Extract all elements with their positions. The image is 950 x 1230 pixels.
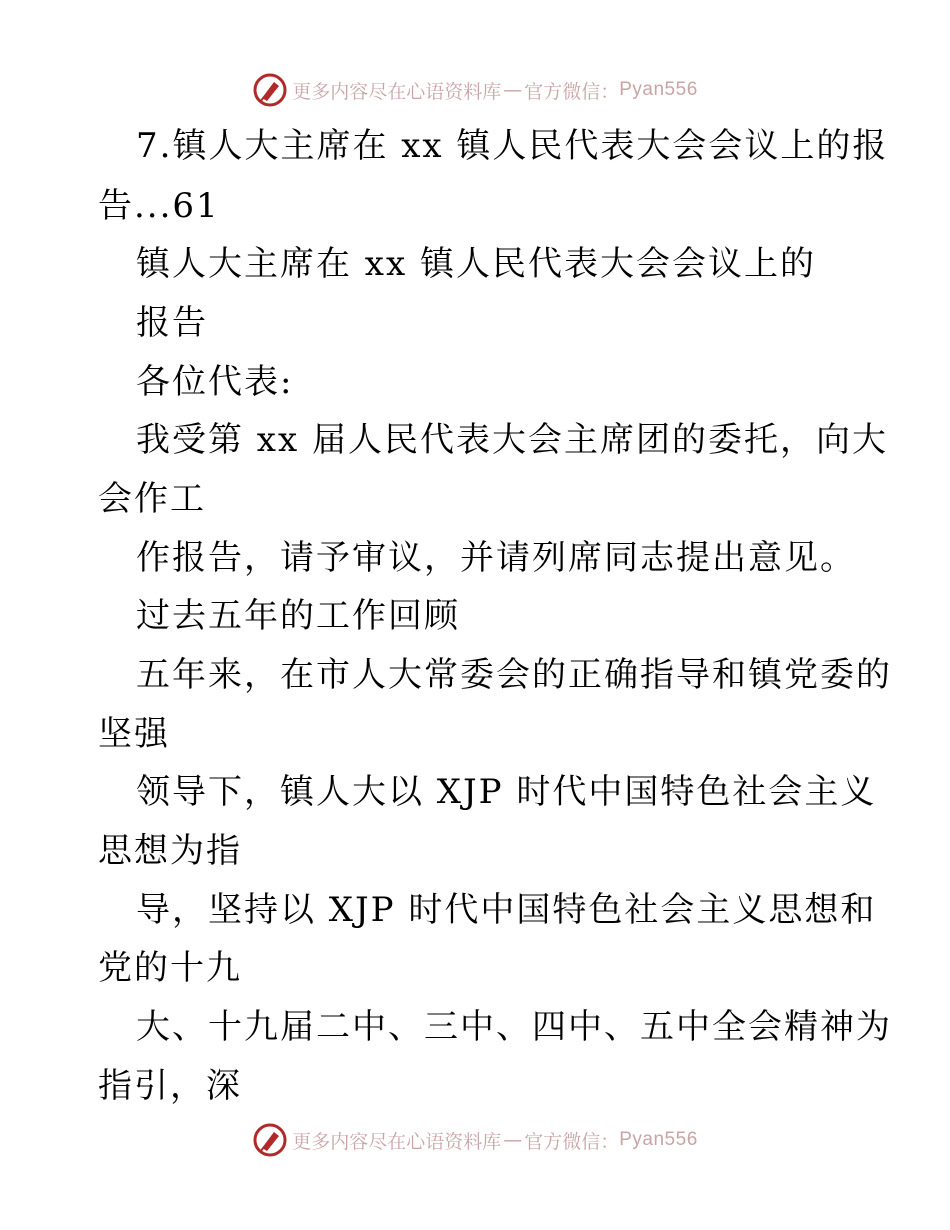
watermark-wechat-id: Pyan556: [619, 79, 698, 100]
body-line: 作报告，请予审议，并请列席同志提出意见。: [136, 538, 856, 578]
header-watermark: [0, 70, 950, 110]
document-title-line: 镇人大主席在 xx 镇人民代表大会会议上的: [136, 244, 816, 284]
document-title-continuation: 报告: [136, 303, 208, 343]
watermark-text: 更多内容尽在心语资料库: [292, 1130, 502, 1153]
body-line: 五年来，在市人大常委会的正确指导和镇党委的: [136, 655, 892, 695]
body-line: 导，坚持以 XJP 时代中国特色社会主义思想和: [136, 890, 877, 930]
footer-watermark: [0, 1120, 950, 1160]
body-line: 大、十九届二中、三中、四中、五中全会精神为: [136, 1007, 892, 1047]
body-line: 会作工: [98, 479, 206, 519]
watermark-wechat-id: Pyan556: [619, 1129, 698, 1150]
fountain-pen-seal-icon: [252, 72, 288, 108]
body-line: 我受第 xx 届人民代表大会主席团的委托，向大: [136, 420, 888, 460]
body-line: 领导下，镇人大以 XJP 时代中国特色社会主义: [136, 772, 877, 812]
body-line: 思想为指: [98, 831, 242, 871]
watermark-separator: —: [503, 1129, 523, 1151]
salutation: 各位代表:: [136, 362, 294, 402]
toc-entry-continuation: 告...61: [98, 186, 220, 226]
watermark-separator: —: [503, 79, 523, 101]
fountain-pen-seal-icon: [252, 1122, 288, 1158]
watermark-label: 官方微信：: [524, 80, 620, 103]
watermark-label: 官方微信：: [524, 1130, 620, 1153]
body-line: 坚强: [98, 714, 170, 754]
toc-entry-line: 7.镇人大主席在 xx 镇人民代表大会会议上的报: [136, 126, 889, 166]
watermark-text: 更多内容尽在心语资料库: [292, 80, 502, 103]
body-line: 党的十九: [98, 948, 242, 988]
body-line: 指引，深: [98, 1066, 242, 1106]
section-heading: 过去五年的工作回顾: [136, 596, 460, 636]
